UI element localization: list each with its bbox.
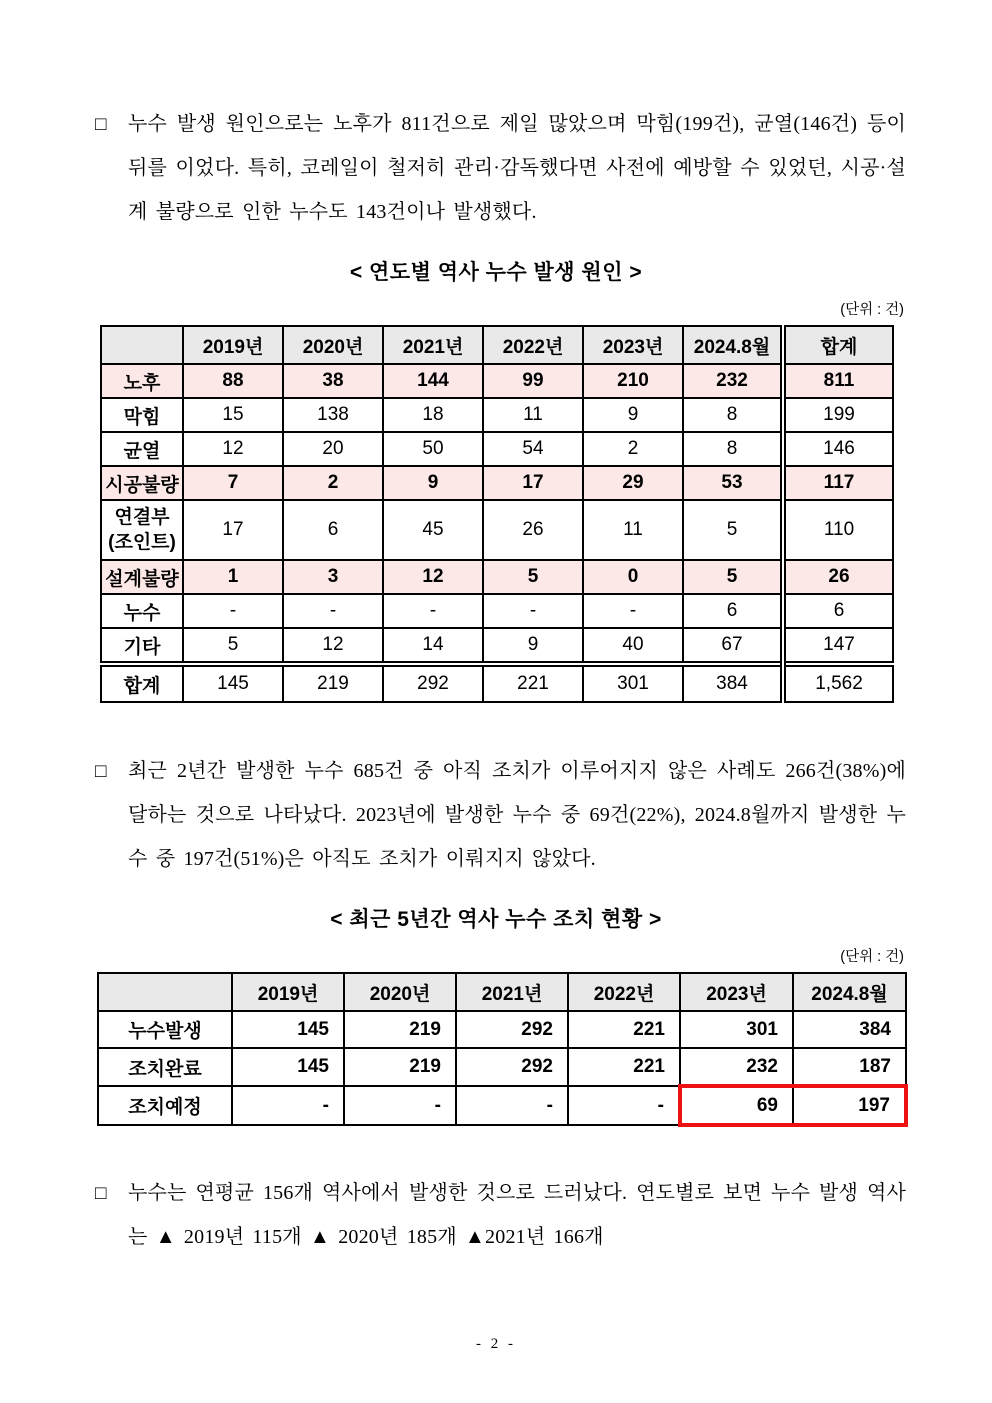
data-cell: 5 [683,560,783,594]
data-cell: 1 [183,560,283,594]
data-cell: 0 [583,560,683,594]
table2-header-row [98,973,906,1011]
data-cell: 50 [383,432,483,466]
data-cell: 219 [344,1011,456,1048]
data-cell: 187 [793,1048,906,1086]
data-cell: 5 [483,560,583,594]
paragraph-stations-per-year-text: 누수는 연평균 156개 역사에서 발생한 것으로 드러났다. 연도별로 보면 누수 발생 역사는 ▲ 2019년 115개 ▲ 2020년 185개 ▲2021년 166개 [128,1182,906,1248]
data-cell: 210 [583,364,683,398]
data-cell: 9 [383,466,483,500]
data-cell: 11 [583,500,683,560]
column-header: 2022년 [568,973,680,1011]
data-cell: - [344,1086,456,1125]
table2-title: < 최근 5년간 역사 누수 조치 현황 > [330,908,662,931]
table1-unit-note: (단위 : 건) [840,302,904,318]
data-cell: 197 [793,1086,906,1125]
data-cell: 88 [183,364,283,398]
data-cell: 146 [783,432,893,466]
table-row [101,664,893,702]
data-cell: 147 [783,628,893,664]
data-cell: - [568,1086,680,1125]
data-cell: 292 [383,664,483,702]
data-cell: 29 [583,466,683,500]
data-cell: 7 [183,466,283,500]
column-header [101,326,183,364]
row-label: 누수발생 [98,1011,232,1048]
data-cell: 199 [783,398,893,432]
data-cell: 15 [183,398,283,432]
data-cell: 117 [783,466,893,500]
paragraph-leak-causes [95,102,906,234]
paragraph-untreated-leaks-text: 최근 2년간 발생한 누수 685건 중 아직 조치가 이루어지지 않은 사례도 266건(38%)에 달하는 것으로 나타났다. 2023년에 발생한 누수 중 69건(22%), 2024.8월까지 발생한 누수 중 197건(51%)은 아직도 조치가 이뤄지지 않았다. [128,760,906,870]
data-cell: 292 [456,1048,568,1086]
data-cell: - [232,1086,344,1125]
data-cell: 144 [383,364,483,398]
data-cell: 12 [183,432,283,466]
data-cell: 18 [383,398,483,432]
data-cell: 40 [583,628,683,664]
table-row [101,628,893,664]
data-cell: 145 [183,664,283,702]
column-header: 2019년 [183,326,283,364]
data-cell: 54 [483,432,583,466]
column-header: 2021년 [456,973,568,1011]
data-cell: - [383,594,483,628]
column-header: 2023년 [583,326,683,364]
data-cell: 384 [683,664,783,702]
column-header: 2019년 [232,973,344,1011]
square-bullet-icon: □ [95,114,107,135]
row-label: 막힘 [101,398,183,432]
data-cell: 53 [683,466,783,500]
data-cell: 145 [232,1011,344,1048]
column-header: 2020년 [344,973,456,1011]
data-cell: 20 [283,432,383,466]
data-cell: 8 [683,432,783,466]
row-label: 합계 [101,664,183,702]
data-cell: 11 [483,398,583,432]
data-cell: 8 [683,398,783,432]
data-cell: 1,562 [783,664,893,702]
table-row [98,1011,906,1048]
data-cell: 219 [283,664,383,702]
table-row [101,560,893,594]
data-cell: 38 [283,364,383,398]
data-cell: 221 [568,1011,680,1048]
data-cell: 17 [483,466,583,500]
row-label: 시공불량 [101,466,183,500]
table1-header-row [101,326,893,364]
table2-unit-note: (단위 : 건) [840,949,904,965]
data-cell: 69 [680,1086,793,1125]
row-label: 균열 [101,432,183,466]
row-label: 누수 [101,594,183,628]
data-cell: 3 [283,560,383,594]
square-bullet-icon: □ [95,761,107,782]
data-cell: 301 [583,664,683,702]
data-cell: 232 [683,364,783,398]
square-bullet-icon: □ [95,1183,107,1204]
data-cell: 145 [232,1048,344,1086]
data-cell: 14 [383,628,483,664]
data-cell: 26 [483,500,583,560]
column-header: 2024.8월 [683,326,783,364]
row-label: 노후 [101,364,183,398]
column-header: 2024.8월 [793,973,906,1011]
table-row [98,1086,906,1125]
column-header [98,973,232,1011]
data-cell: 9 [483,628,583,664]
data-cell: - [456,1086,568,1125]
row-label: 조치완료 [98,1048,232,1086]
data-cell: 17 [183,500,283,560]
data-cell: - [483,594,583,628]
data-cell: 99 [483,364,583,398]
data-cell: - [283,594,383,628]
paragraph-untreated-leaks [95,749,906,881]
column-header: 합계 [783,326,893,364]
data-cell: 221 [568,1048,680,1086]
data-cell: 138 [283,398,383,432]
table-row [101,432,893,466]
row-label: 기타 [101,628,183,664]
data-cell: 110 [783,500,893,560]
data-cell: 26 [783,560,893,594]
data-cell: 811 [783,364,893,398]
data-cell: 6 [783,594,893,628]
table-leak-causes-by-year [100,325,894,703]
data-cell: 301 [680,1011,793,1048]
column-header: 2023년 [680,973,793,1011]
data-cell: 219 [344,1048,456,1086]
data-cell: - [183,594,283,628]
table1-title: < 연도별 역사 누수 발생 원인 > [349,261,643,284]
column-header: 2021년 [383,326,483,364]
data-cell: 12 [283,628,383,664]
data-cell: 5 [183,628,283,664]
data-cell: 45 [383,500,483,560]
data-cell: 221 [483,664,583,702]
column-header: 2022년 [483,326,583,364]
table-row [101,364,893,398]
row-label: 설계불량 [101,560,183,594]
data-cell: 2 [583,432,683,466]
data-cell: 232 [680,1048,793,1086]
table-row [101,466,893,500]
column-header: 2020년 [283,326,383,364]
data-cell: 12 [383,560,483,594]
paragraph-leak-causes-text: 누수 발생 원인으로는 노후가 811건으로 제일 많았으며 막힘(199건), 균열(146건) 등이 뒤를 이었다. 특히, 코레일이 철저히 관리·감독했다면 사전에 예방할 수 있었던, 시공·설계 불량으로 인한 누수도 143건이나 발생했다. [128,113,906,223]
data-cell: 2 [283,466,383,500]
table-row [101,594,893,628]
table-leak-treatment-status [97,972,908,1127]
table-row [101,500,893,560]
paragraph-stations-per-year [95,1171,906,1259]
row-label: 조치예정 [98,1086,232,1125]
table-row [101,398,893,432]
data-cell: 6 [283,500,383,560]
table-row [98,1048,906,1086]
data-cell: 9 [583,398,683,432]
data-cell: 384 [793,1011,906,1048]
data-cell: 67 [683,628,783,664]
page-number: - 2 - [476,1336,516,1352]
data-cell: 5 [683,500,783,560]
row-label: 연결부 (조인트) [101,500,183,560]
data-cell: 292 [456,1011,568,1048]
data-cell: 6 [683,594,783,628]
data-cell: - [583,594,683,628]
